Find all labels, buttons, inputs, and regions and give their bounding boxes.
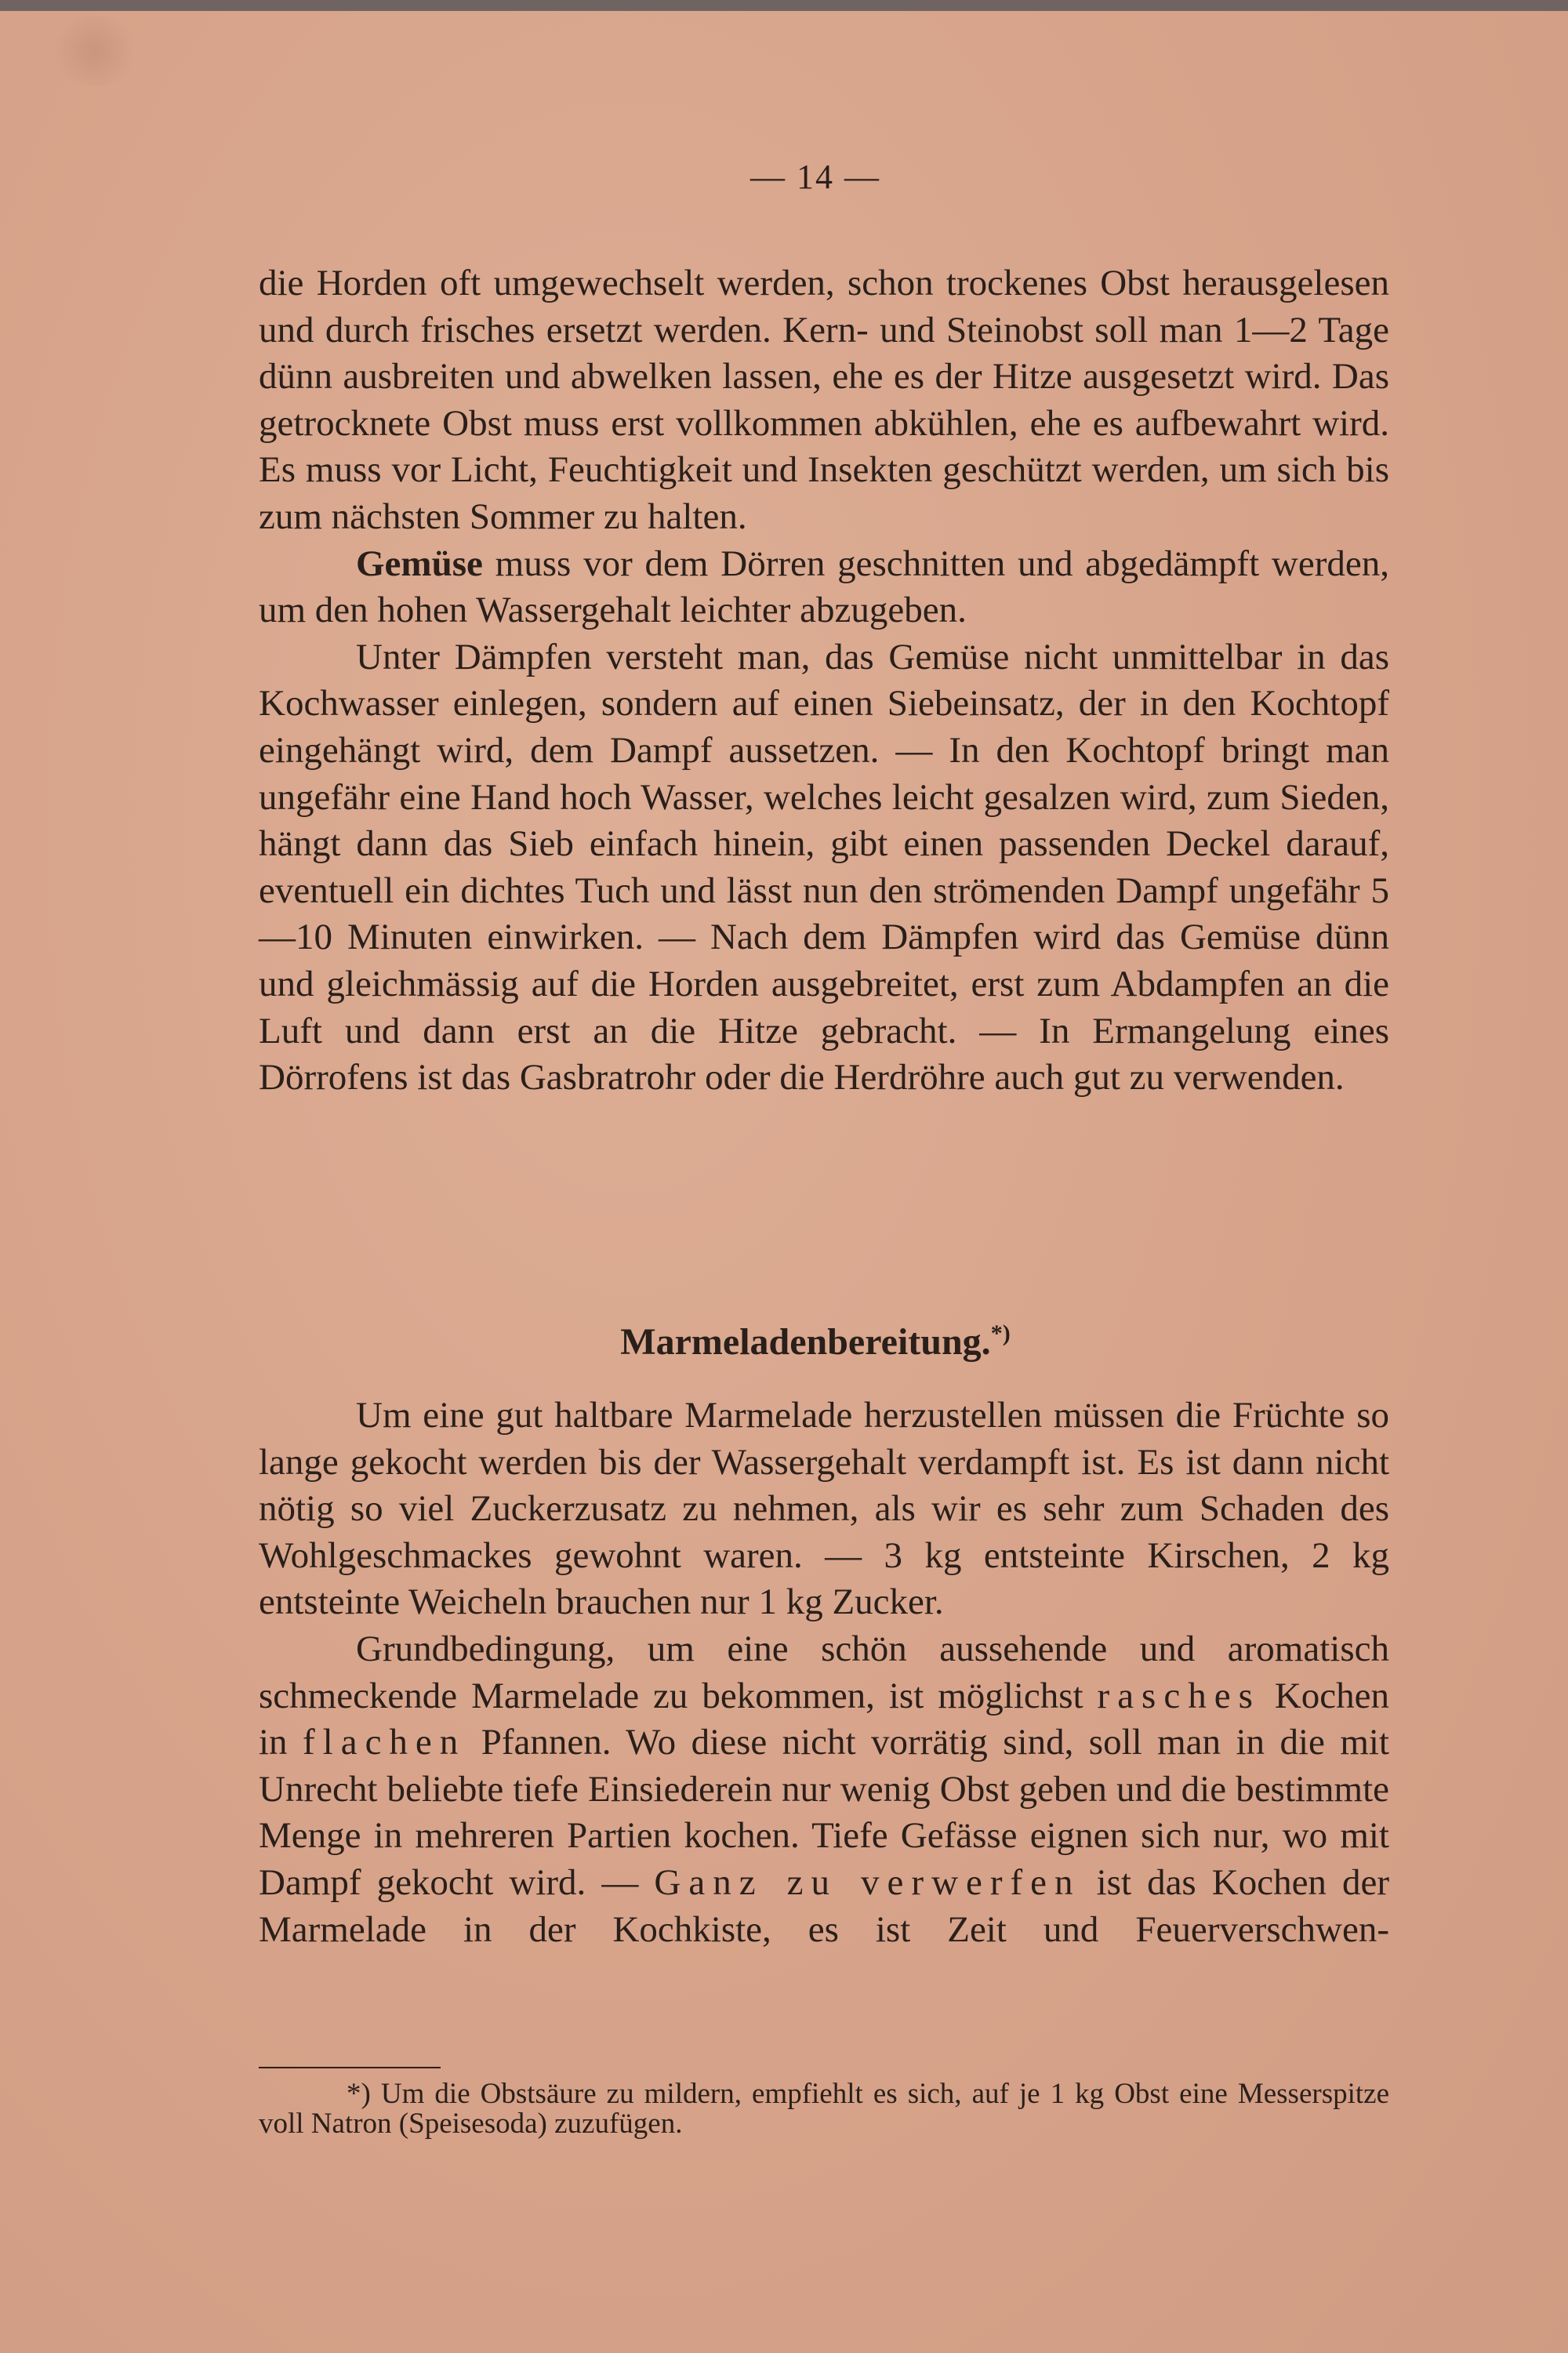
footnote-marker: *) xyxy=(990,1320,1011,1346)
emphasis-verwerfen: Ganz zu verwerfen xyxy=(654,1861,1081,1903)
text-fragment: Grundbedingung, um eine schön aussehende und aromatisch schmeckende Marmelade zu bekommen, ist möglichst xyxy=(259,1628,1389,1716)
section-heading xyxy=(0,1320,1568,1364)
paragraph-marmalade-cooking xyxy=(259,1626,1389,1953)
text-fragment: Kochen in xyxy=(259,1675,1389,1763)
footnote xyxy=(259,2079,1389,2139)
text-fragment: ist das Kochen der Marmelade in der Kochkiste, es ist Zeit und Feuerverschwen- xyxy=(259,1861,1389,1950)
page-number: — 14 — xyxy=(750,158,880,196)
emphasis-flachen: flachen xyxy=(303,1722,466,1763)
emphasis-rasches: rasches xyxy=(1097,1675,1261,1716)
heading-title: Marmeladenbereitung. xyxy=(620,1321,991,1363)
footnote-text: *) Um die Obstsäure zu mildern, empfiehlt es sich, auf je 1 kg Obst eine Messerspitze voll Natron (Speisesoda) zuzufügen. xyxy=(259,2078,1389,2140)
term-vegetables: Gemüse xyxy=(356,543,483,584)
paper-stain xyxy=(47,16,141,86)
footnote-divider xyxy=(259,2067,441,2068)
paragraph-steaming: Unter Dämpfen versteht man, das Gemüse nicht unmittelbar in das Kochwasser einlegen, sondern auf einen Siebeinsatz, der in den Kochtopf eingehängt wird, dem Dampf aussetzen. — In den Kochtopf bringt man ungefähr eine Hand hoch Wasser, welches leicht gesalzen wird, zum Sieden, hängt dann das Sieb einfach hinein, gibt einen passenden Deckel darauf, eventuell ein dichtes Tuch und lässt nun den strömenden Dampf ungefähr 5—10 Minuten einwirken. — Nach dem Dämpfen wird das Gemüse dünn und gleichmässig auf die Horden ausgebreitet, erst zum Abdampfen an die Luft und dann erst an die Hitze gebracht. — In Ermangelung eines Dörrofens ist das Gasbratrohr oder die Herdröhre auch gut zu verwenden. xyxy=(259,636,1389,1098)
paragraph-drying-fruit: die Horden oft umgewechselt werden, schon trockenes Obst herausgelesen und durch frisches ersetzt werden. Kern- und Steinobst soll man 1—2 Tage dünn ausbreiten und abwelken lassen, ehe es der Hitze ausgesetzt wird. Das getrocknete Obst muss erst vollkommen abkühlen, ehe es aufbewahrt wird. Es muss vor Licht, Feuchtigkeit und Insekten geschützt werden, um sich bis zum nächsten Sommer zu halten. xyxy=(259,263,1389,537)
paragraph-marmalade-intro: Um eine gut haltbare Marmelade herzustellen müssen die Früchte so lange gekocht werden bis der Wassergehalt verdampft ist. Es ist dann nicht nötig so viel Zuckerzusatz zu nehmen, als wir es sehr zum Schaden des Wohlgeschmackes gewohnt waren. — 3 kg entsteinte Kirschen, 2 kg entsteinte Weicheln brauchen nur 1 kg Zucker. xyxy=(259,1395,1389,1623)
text-fragment: Pfannen. Wo diese nicht vorrätig sind, soll man in die mit Unrecht beliebte tiefe Einsiederein nur wenig Obst geben und die bestimmte Menge in mehreren Partien kochen. Tiefe Gefässe eignen sich nur, wo mit Dampf gekocht wird. — xyxy=(259,1722,1389,1903)
paragraph-vegetables xyxy=(259,541,1389,634)
scan-top-edge xyxy=(0,0,1568,11)
paragraph-vegetables-text: muss vor dem Dörren geschnitten und abgedämpft werden, um den hohen Wassergehalt leichter abzugeben. xyxy=(259,543,1389,631)
section-drying xyxy=(259,260,1389,1102)
section-marmalade xyxy=(259,1393,1389,1953)
